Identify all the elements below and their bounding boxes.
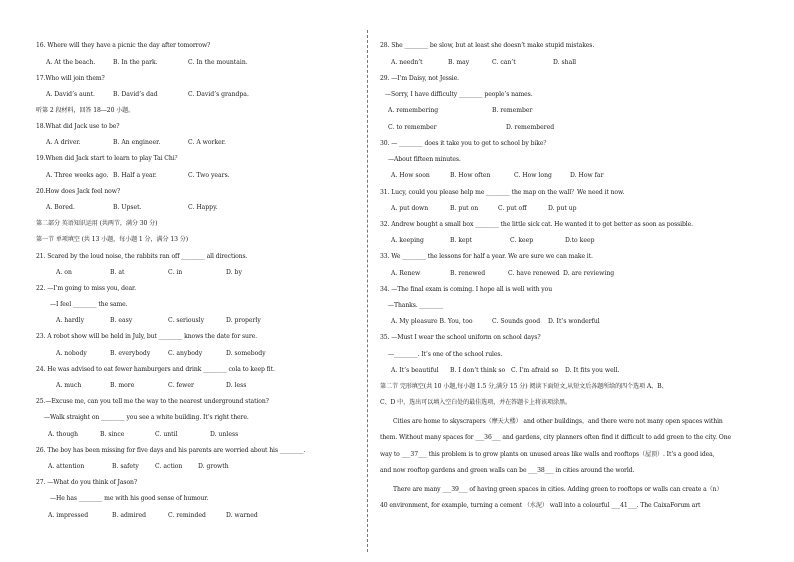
answer-option: C. to remember bbox=[388, 124, 437, 131]
answer-option: B. In the park. bbox=[113, 59, 158, 66]
text-line: 23. A robot show will be held in July, but ________ knows the date for sure. bbox=[36, 333, 257, 340]
answer-option: B. at bbox=[110, 269, 125, 276]
text-line: 19.When did Jack start to learn to play Tai Chi？ bbox=[36, 155, 181, 162]
answer-option: C. have renewed bbox=[508, 270, 560, 277]
answer-option: A. much bbox=[56, 382, 82, 389]
answer-option: D. less bbox=[226, 382, 247, 389]
answer-option: C. in bbox=[168, 269, 183, 276]
text-line: —Sorry, I have difficulty ________ people’s names. bbox=[385, 91, 533, 98]
text-line: —He has ________ me with his good sense of humour. bbox=[50, 495, 209, 502]
answer-option: C. How long bbox=[514, 172, 552, 179]
text-line: 28. She ________ be slow, but at least she doesn’t make stupid mistakes. bbox=[380, 42, 595, 49]
answer-option: A. My pleasure B. You, too bbox=[391, 318, 473, 325]
left-column bbox=[0, 0, 390, 562]
answer-option: D. somebody bbox=[226, 350, 266, 357]
text-line: 第二部分 英语知识运用 (共两节，满分 30 分) bbox=[36, 220, 158, 227]
answer-option: B. Half a year. bbox=[113, 172, 157, 179]
answer-option: A. nobody bbox=[56, 350, 87, 357]
answer-option: A. Renew bbox=[391, 270, 421, 277]
text-line: 第二节 完形填空(共 10 小题,每小题 1.5 分,满分 15 分) 阅读下面短文,从短文后各题所给的四个选项 A、B、 bbox=[380, 383, 668, 390]
text-line: 21. Scared by the loud noise, the rabbits ran off ________ all directions. bbox=[36, 253, 248, 260]
text-line: 33. We ________ the lessons for half a year. We are sure we can make it. bbox=[380, 253, 593, 260]
answer-option: B. renewed bbox=[450, 270, 486, 277]
text-line: 40 environment, for example, turning a cement （水泥） wall into a colourful ___41___. The CaixaForum art bbox=[380, 502, 701, 509]
text-line: 第一节 单项填空 (共 13 小题，每小题 1 分，满分 13 分) bbox=[36, 236, 189, 243]
answer-option: A. David’s aunt. bbox=[46, 91, 95, 98]
answer-option: A. How soon bbox=[391, 172, 430, 179]
right-column bbox=[375, 0, 765, 562]
answer-option: C. A worker. bbox=[188, 139, 226, 146]
text-line: 16. Where will they have a picnic the day after tomorrow? bbox=[36, 42, 211, 49]
answer-option: B. David’s dad bbox=[113, 91, 158, 98]
answer-option: D. unless bbox=[210, 431, 239, 438]
answer-option: D. It’s wonderful bbox=[548, 318, 600, 325]
answer-option: D. It fits you well. bbox=[565, 367, 620, 374]
answer-option: B. Upset. bbox=[113, 204, 142, 211]
answer-option: C. seriously bbox=[168, 317, 205, 324]
answer-option: C. action bbox=[155, 463, 183, 470]
answer-option: D. How far bbox=[570, 172, 604, 179]
text-line: 27. —What do you think of Jason? bbox=[36, 479, 138, 486]
text-line: 22. —I’m going to miss you, dear. bbox=[36, 285, 136, 292]
answer-option: C. fewer bbox=[168, 382, 194, 389]
answer-option: B. remember bbox=[492, 107, 533, 114]
text-line: them. Without many spaces for ___36___ and gardens, city planners often find it difficult to add green to the city. One bbox=[380, 434, 732, 441]
answer-option: B. How often bbox=[450, 172, 491, 179]
text-line: —About fifteen minutes. bbox=[388, 156, 461, 163]
text-line: 34. —The final exam is coming. I hope all is well with you bbox=[380, 286, 553, 293]
text-line: —I feel ________ the same. bbox=[50, 301, 128, 308]
column-divider bbox=[367, 30, 368, 552]
text-line: 17.Who will join them? bbox=[36, 75, 105, 82]
answer-option: D. by bbox=[226, 269, 242, 276]
answer-option: B. since bbox=[100, 431, 125, 438]
text-line: and now rooftop gardens and green walls can be ___38___ in cities around the world. bbox=[380, 467, 635, 474]
answer-option: D. are reviewing bbox=[563, 270, 615, 277]
text-line: way to ___37___ this problem is to grow plants on unused areas like walls and rooftops（屋顶）. It’s a good idea, bbox=[380, 451, 715, 458]
answer-option: B. easy bbox=[110, 317, 133, 324]
answer-option: D. warned bbox=[226, 512, 258, 519]
answer-option: C. anybody bbox=[168, 350, 203, 357]
answer-option: A. on bbox=[56, 269, 72, 276]
answer-option: C. reminded bbox=[168, 512, 206, 519]
text-line: 26. The boy has been missing for five days and his parents are worried about his ________. bbox=[36, 447, 306, 454]
text-line: 24. He was advised to eat fewer hamburgers and drink ________ cola to keep fit. bbox=[36, 366, 275, 373]
answer-option: C. David’s grandpa. bbox=[188, 91, 249, 98]
answer-option: A. Bored. bbox=[46, 204, 75, 211]
text-line: 31. Lucy, could you please help me ________ the map on the wall？We need it now. bbox=[380, 189, 625, 196]
answer-option: C. can’t bbox=[492, 59, 516, 66]
text-line: C、D 中，选出可以填入空白处的最佳选项，并在答题卡上将该项涂黑。 bbox=[380, 399, 571, 406]
answer-option: B. admired bbox=[112, 512, 147, 519]
answer-option: B. kept bbox=[450, 237, 473, 244]
text-line: —________. It’s one of the school rules. bbox=[388, 351, 503, 358]
answer-option: A. hardly bbox=[56, 317, 85, 324]
answer-option: D. remembered bbox=[506, 124, 555, 131]
answer-option: B. safety bbox=[112, 463, 139, 470]
answer-option: D.to keep bbox=[565, 237, 595, 244]
answer-option: D. properly bbox=[226, 317, 261, 324]
answer-option: B. more bbox=[110, 382, 135, 389]
text-line: 30. — ________ does it take you to get to school by bike？ bbox=[380, 140, 550, 147]
text-line: Cities are home to skyscrapers（摩天大楼） and other buildings，and there were not many open spaces within bbox=[393, 418, 723, 425]
text-line: 35. —Must I wear the school uniform on school days? bbox=[380, 334, 541, 341]
answer-option: C. until bbox=[155, 431, 178, 438]
text-line: —Walk straight on ________ you see a white building. It’s right there. bbox=[44, 414, 249, 421]
text-line: 29. —I’m Daisy, not Jessie. bbox=[380, 75, 459, 82]
answer-option: A. needn’t bbox=[391, 59, 423, 66]
text-line: 18.What did Jack use to be? bbox=[36, 123, 120, 130]
answer-option: A. Three weeks ago. bbox=[46, 172, 109, 179]
text-line: 20.How does Jack feel now? bbox=[36, 188, 121, 195]
answer-option: B. put on bbox=[450, 205, 479, 212]
answer-option: B. An engineer. bbox=[113, 139, 161, 146]
answer-option: A. remembering bbox=[388, 107, 439, 114]
answer-option: A. It’s beautiful bbox=[391, 367, 439, 374]
answer-option: A. though bbox=[48, 431, 79, 438]
text-line: There are many ___39___ of having green spaces in cities. Adding green to rooftops or walls can create a（n） bbox=[393, 486, 723, 493]
text-line: —Thanks. ________ bbox=[388, 302, 444, 309]
answer-option: C. Sounds good bbox=[492, 318, 541, 325]
answer-option: A. At the beach. bbox=[46, 59, 96, 66]
answer-option: B. may bbox=[448, 59, 470, 66]
answer-option: C. keep bbox=[510, 237, 534, 244]
answer-option: C. I’m afraid so bbox=[511, 367, 559, 374]
answer-option: B. I don’t think so bbox=[450, 367, 506, 374]
answer-option: B. everybody bbox=[110, 350, 151, 357]
answer-option: D. growth bbox=[198, 463, 229, 470]
answer-option: A. impressed bbox=[48, 512, 89, 519]
answer-option: C. put off bbox=[498, 205, 527, 212]
text-line: 听第 2 段材料，回答 18—20 小题。 bbox=[36, 107, 135, 114]
answer-option: C. Two years. bbox=[188, 172, 230, 179]
answer-option: A. keeping bbox=[391, 237, 424, 244]
text-line: 32. Andrew bought a small box ________ the little sick cat. He wanted it to get better as soon as possible. bbox=[380, 221, 693, 228]
answer-option: C. Happy. bbox=[188, 204, 218, 211]
answer-option: A. attention bbox=[48, 463, 85, 470]
text-line: 25.—Excuse me, can you tell me the way to the nearest underground station? bbox=[36, 398, 269, 405]
answer-option: A. put down bbox=[391, 205, 429, 212]
answer-option: D. put up bbox=[548, 205, 577, 212]
answer-option: C. In the mountain. bbox=[188, 59, 248, 66]
answer-option: D. shall bbox=[553, 59, 577, 66]
answer-option: A. A driver. bbox=[46, 139, 81, 146]
